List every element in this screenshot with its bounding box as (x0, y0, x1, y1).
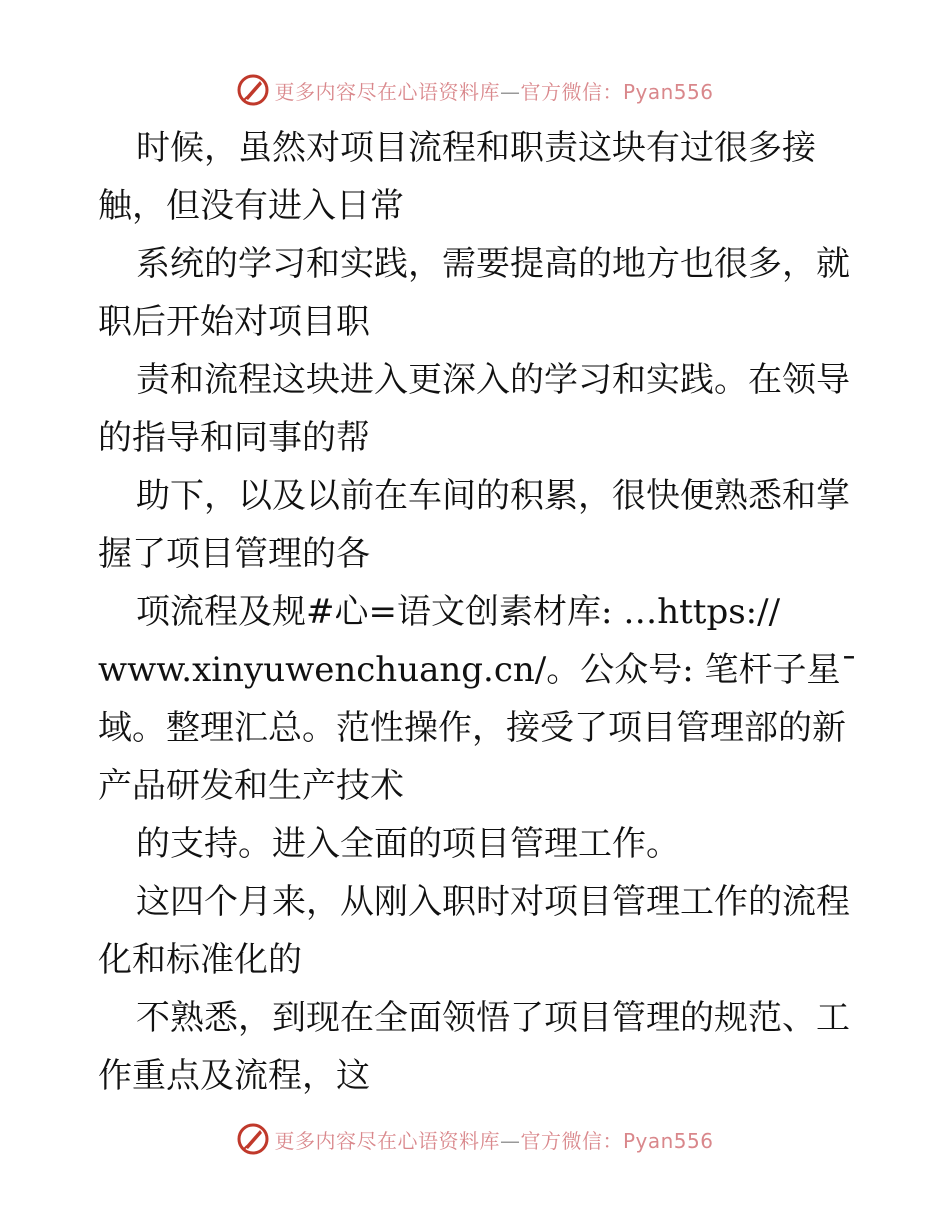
header-wechat-text: 官方微信：Pyan556 (520, 79, 714, 104)
header-separator: — (499, 79, 521, 104)
text-line: 产品研发和生产技术 (98, 766, 404, 806)
text-line: 责和流程这块进入更深入的学习和实践。在领导 (136, 360, 850, 400)
footer-separator: — (499, 1128, 521, 1153)
quill-logo-icon (236, 1122, 270, 1156)
text-line: 域。整理汇总。范性操作，接受了项目管理部的新 (98, 708, 846, 748)
header-text (274, 76, 713, 105)
footer-banner (0, 1119, 950, 1159)
text-line: 这四个月来，从刚入职时对项目管理工作的流程 (136, 882, 850, 922)
body-text (98, 119, 858, 1105)
text-line: 不熟悉，到现在全面领悟了项目管理的规范、工 (136, 998, 850, 1038)
text-line: 系统的学习和实践，需要提高的地方也很多，就 (136, 244, 850, 284)
header-main-text: 更多内容尽在心语资料库 (274, 79, 500, 104)
text-line: 握了项目管理的各 (98, 534, 370, 574)
text-line: 的指导和同事的帮 (98, 418, 370, 458)
text-line: 化和标准化的 (98, 940, 302, 980)
text-line: 触，但没有进入日常 (98, 186, 404, 226)
footer-text (274, 1125, 713, 1154)
footer-wechat-text: 官方微信：Pyan556 (520, 1128, 714, 1153)
footer-main-text: 更多内容尽在心语资料库 (274, 1128, 500, 1153)
text-line: 时候，虽然对项目流程和职责这块有过很多接 (136, 128, 816, 168)
text-line: www.xinyuwenchuang.cn/。公众号: 笔杆子星¯ (98, 650, 858, 690)
text-line: 作重点及流程，这 (98, 1056, 370, 1096)
text-line: 职后开始对项目职 (98, 302, 370, 342)
text-line: 的支持。进入全面的项目管理工作。 (136, 824, 680, 864)
quill-logo-icon (236, 73, 270, 107)
header-banner (0, 70, 950, 110)
text-line: 助下，以及以前在车间的积累，很快便熟悉和掌 (136, 476, 850, 516)
text-line: 项流程及规#心=语文创素材库: …https:// (136, 592, 781, 632)
